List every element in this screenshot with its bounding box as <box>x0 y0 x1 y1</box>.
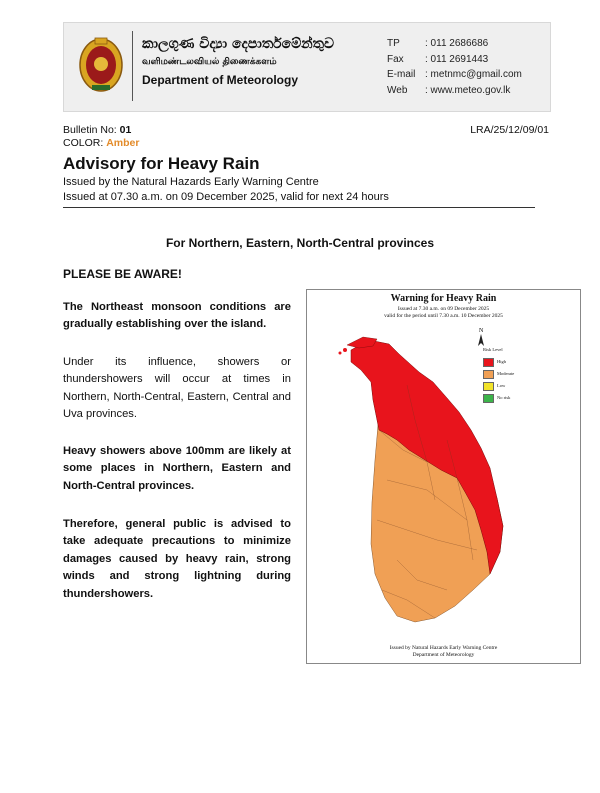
svg-text:N: N <box>479 328 484 334</box>
map-subtitle-valid: valid for the period until 7.30 a.m. 10 December 2025 <box>384 313 503 319</box>
provinces-heading: For Northern, Eastern, North-Central provinces <box>165 236 435 250</box>
bulletin-reference: LRA/25/12/09/01 <box>470 124 549 136</box>
legend-no-risk: No risk <box>483 394 514 406</box>
national-emblem-icon <box>78 33 124 95</box>
org-name-english: Department of Meteorology <box>142 73 299 87</box>
contact-tp: TP : 011 2686686 <box>387 38 489 49</box>
bulletin-color: COLOR: Amber <box>63 137 140 149</box>
map-title: Warning for Heavy Rain <box>390 293 497 304</box>
legend-title: Risk Level <box>483 347 503 352</box>
advisory-title: Advisory for Heavy Rain <box>63 154 260 173</box>
contact-email: E-mail : metnmc@gmail.com <box>387 69 522 80</box>
contact-fax: Fax : 011 2691443 <box>387 53 489 65</box>
issued-at: Issued at 07.30 a.m. on 09 December 2025, valid for next 24 hours <box>63 191 389 203</box>
org-name-sinhala: කාලගුණ විද්‍යා දෙපාර්තමේන්තුව <box>142 36 335 52</box>
org-name-tamil: வளிமண்டலவியல் திணைக்களம் <box>142 57 277 67</box>
warning-map <box>306 289 581 664</box>
paragraph-advice: Therefore, general public is advised to take adequate precautions to minimize damages caused by heavy rain, strong winds and strong lightning during thundershowers. <box>63 518 291 600</box>
legend-low: Low <box>483 382 514 394</box>
paragraph-heavy-showers: Heavy showers above 100mm are likely at some places in Northern, Eastern and North-Central provinces. <box>63 445 291 492</box>
legend-high: High <box>483 358 514 370</box>
contact-info <box>387 36 522 98</box>
contact-web: Web : www.meteo.gov.lk <box>387 84 511 96</box>
map-footer-issuer: Issued by Natural Hazards Early Warning Centre <box>389 645 498 651</box>
map-legend <box>483 347 514 406</box>
header-divider <box>132 31 133 101</box>
legend-moderate: Moderate <box>483 370 514 382</box>
issue-details <box>63 175 389 205</box>
issued-by: Issued by the Natural Hazards Early Warning Centre <box>63 176 319 188</box>
aware-heading: PLEASE BE AWARE! <box>63 267 182 281</box>
organization-names <box>142 35 372 88</box>
bulletin-meta <box>63 124 549 150</box>
paragraph-showers: Under its influence, showers or thundershowers will occur at times in Northern, North-Central, Eastern, Central and Uva provinces. <box>63 356 291 421</box>
title-divider <box>63 207 535 208</box>
north-arrow-icon <box>478 328 484 346</box>
paragraph-monsoon: The Northeast monsoon conditions are gradually establishing over the island. <box>63 301 291 331</box>
letterhead <box>63 22 551 112</box>
map-footer-department: Department of Meteorology <box>412 652 475 658</box>
bulletin-number: Bulletin No: 01 <box>63 124 132 136</box>
map-subtitle-issued: Issued at 7.30 a.m. on 09 December 2025 <box>397 306 490 312</box>
sri-lanka-map <box>307 290 580 663</box>
